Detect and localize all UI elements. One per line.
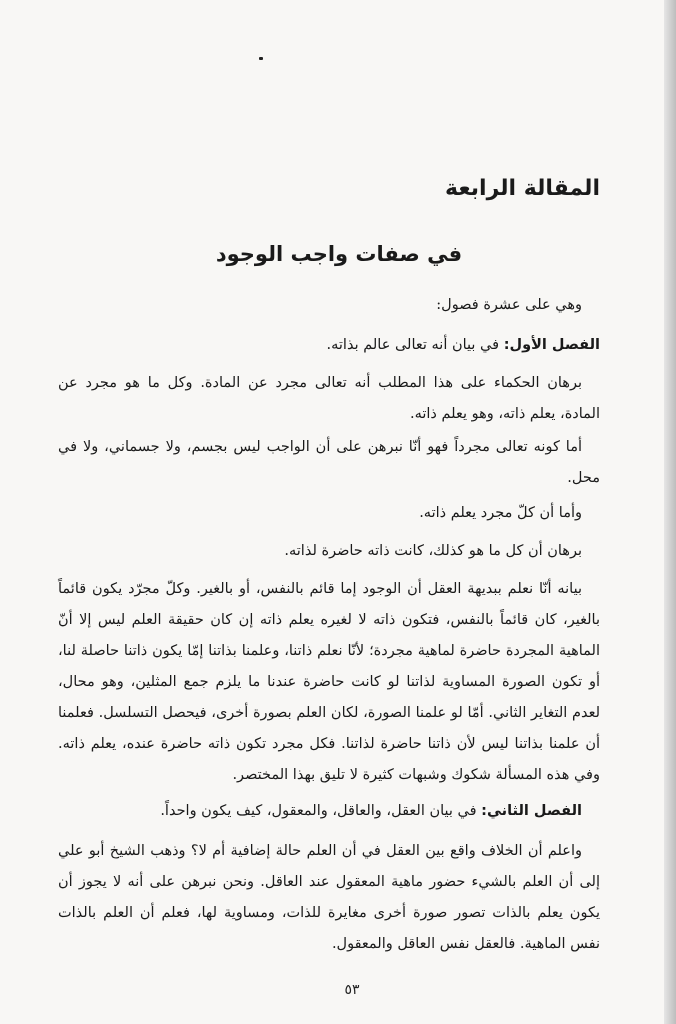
fasl-2-text: في بيان العقل، والعاقل، والمعقول، كيف يكون واحداً. xyxy=(160,803,477,819)
fasl-2 xyxy=(58,796,600,827)
ink-speck xyxy=(259,57,263,60)
page-number: ٥٣ xyxy=(344,982,360,998)
fasl-1-label: الفصل الأول: xyxy=(503,337,600,353)
book-gutter xyxy=(664,0,676,1024)
fasl-1 xyxy=(58,330,600,361)
paragraph-3: وأما أن كلّ مجرد يعلم ذاته. xyxy=(419,505,582,521)
maqala-heading: المقالة الرابعة xyxy=(445,176,600,201)
paragraph-2: أما كونه تعالى مجرداً فهو أنّا نبرهن على أن الواجب ليس بجسم، ولا جسماني، ولا في محل. xyxy=(58,439,600,486)
intro-line: وهي على عشرة فصول: xyxy=(436,297,582,313)
fasl-2-label: الفصل الثاني: xyxy=(481,803,582,819)
paragraph-6: واعلم أن الخلاف واقع بين العقل في أن العلم حالة إضافية أم لا؟ وذهب الشيخ أبو علي إلى أن العلم بالشيء حضور ماهية المعقول عند العاقل. ونحن نبرهن على أنه لا يجوز أن يكون يعلم بالذات تصور صورة أخرى مغايرة للذات، ومساوية لها، فعلم أن العلم بالذات نفس الماهية. فالعقل نفس العاقل والمعقول. xyxy=(58,843,600,952)
section-title: في صفات واجب الوجود xyxy=(215,242,463,266)
paragraph-4: برهان أن كل ما هو كذلك، كانت ذاته حاضرة لذاته. xyxy=(284,543,582,559)
fasl-1-text: في بيان أنه تعالى عالم بذاته. xyxy=(326,337,500,353)
paragraph-5: بيانه أنّا نعلم ببديهة العقل أن الوجود إما قائم بالنفس، أو بالغير. وكلّ مجرّد يكون قائماً بالغير، كان قائماً بالنفس، فتكون ذاته لا لغيره يعلم ذاته إن كان حقيقة العلم ليس إلا أنّ الماهية المجردة حاضرة لماهية مجردة؛ لأنّا نعلم ذاتنا، وعلمنا بذاتنا إمّا يكون ذاتنا حاصلة لنا، أو تكون الصورة المساوية لذاتنا لو كانت حاضرة عندنا ما يلزم جمع المثلين، وهو محال، لعدم التغاير الثاني. أمّا لو علمنا الصورة، لكان العلم بصورة أخرى، فيحصل التسلسل. فعلمنا أن علمنا بذاتنا ليس لأن ذاتنا حاضرة لذاتنا. فكل مجرد تكون ذاته حاضرة عنده، يعلم ذاته. وفي هذه المسألة شكوك وشبهات كثيرة لا تليق بهذا المختصر. xyxy=(58,581,600,783)
paragraph-1: برهان الحكماء على هذا المطلب أنه تعالى مجرد عن المادة. وكل ما هو مجرد عن المادة، يعلم ذاته، وهو يعلم ذاته. xyxy=(58,375,600,422)
